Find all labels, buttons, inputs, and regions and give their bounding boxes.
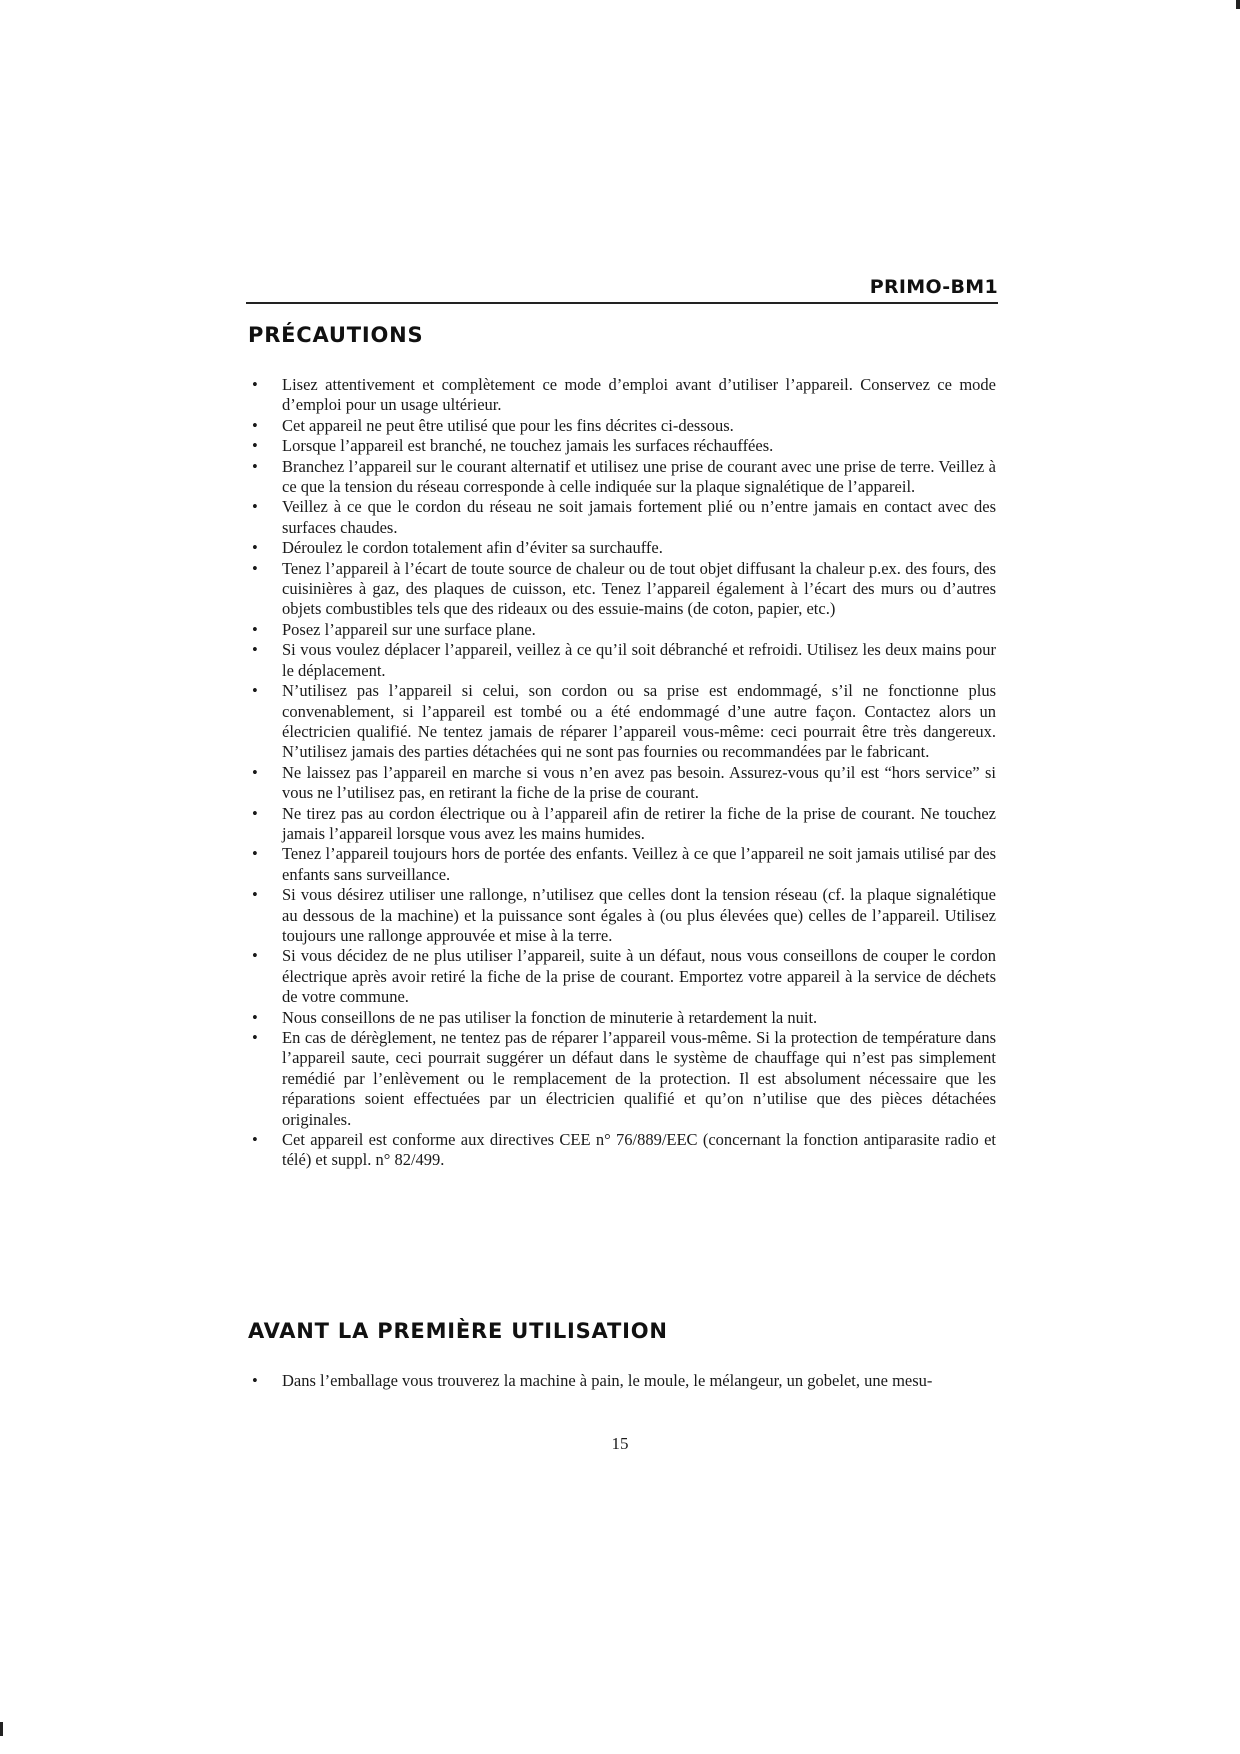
list-item [248,457,996,498]
list-item [248,375,996,416]
list-item-text: Dans l’emballage vous trouverez la machine à pain, le moule, le mélangeur, un gobelet, une mesu- [282,1371,933,1390]
list-item-text: Nous conseillons de ne pas utiliser la fonction de minuterie à retardement la nuit. [282,1007,818,1027]
bullet-icon: • [252,619,258,639]
list-item [248,1008,996,1028]
scan-mark [0,1722,3,1736]
list-item-text: Branchez l’appareil sur le courant alternatif et utilisez une prise de courant avec une prise de terre. Veillez à ce que la tension du réseau corresponde à celle indiquée sur la plaque signalétique de l’appareil. [282,456,996,497]
bullet-icon: • [252,375,258,394]
list-item-text: Ne laissez pas l’appareil en marche si vous n’en avez pas besoin. Assurez-vous qu’il est “hors service” si vous ne l’utilisez pas, en retirant la fiche de la prise de courant. [282,762,996,803]
list-item-text: Posez l’appareil sur une surface plane. [282,619,536,639]
bullet-icon: • [252,885,258,905]
header-rule [246,302,998,304]
bullet-icon: • [252,1007,258,1027]
bullet-icon: • [252,844,258,864]
avant-list [248,1371,996,1391]
list-item [248,436,996,456]
list-item [248,946,996,1007]
bullet-icon: • [252,762,258,782]
list-item-text: Cet appareil ne peut être utilisé que pour les fins décrites ci-dessous. [282,415,734,435]
bullet-icon: • [252,538,258,558]
section-title-avant: AVANT LA PREMIÈRE UTILISATION [248,1319,668,1343]
page-number: 15 [611,1434,629,1453]
scan-mark [1236,0,1240,9]
list-item-text: N’utilisez pas l’appareil si celui, son cordon ou sa prise est endommagé, s’il ne fonctionne plus convenablement, si l’appareil est tombé ou a été endommagé d’une autre façon. Contactez alors un électricien qualifié. Ne tentez jamais de réparer l’appareil vous-même: ceci pourrait être très dangereux. N’utilisez jamais des parties détachées qui ne sont pas fournies ou recommandées par le fabricant. [282,681,996,762]
bullet-icon: • [252,415,258,435]
list-item-text: Tenez l’appareil à l’écart de toute source de chaleur ou de tout objet diffusant la chaleur p.ex. des fours, des cuisinières à gaz, des plaques de cuisson, etc. Tenez l’appareil également à l’écart des murs ou d’autres objets combustibles tels que des rideaux ou des essuie-mains (de coton, papier, etc.) [282,558,996,619]
list-item [248,844,996,885]
section-title-precautions: PRÉCAUTIONS [248,323,424,347]
list-item-text: Tenez l’appareil toujours hors de portée des enfants. Veillez à ce que l’appareil ne soit jamais utilisé par des enfants sans surveillance. [282,844,996,884]
list-item-text: Ne tirez pas au cordon électrique ou à l’appareil afin de retirer la fiche de la prise de courant. Ne touchez jamais l’appareil lorsque vous avez les mains humides. [282,803,996,843]
bullet-icon: • [252,1130,258,1150]
precautions-list [248,375,996,1171]
list-item-text: Si vous décidez de ne plus utiliser l’appareil, suite à un défaut, nous vous conseillons de couper le cordon électrique après avoir retiré la fiche de la prise de courant. Emportez votre appareil à la service de déchets de votre commune. [282,946,996,1007]
list-item-text: Lorsque l’appareil est branché, ne touchez jamais les surfaces réchauffées. [282,436,774,456]
list-item [248,559,996,620]
list-item-text: Déroulez le cordon totalement afin d’éviter sa surchauffe. [282,538,663,558]
list-item-text: Cet appareil est conforme aux directives CEE n° 76/889/EEC (concernant la fonction antiparasite radio et télé) et suppl. n° 82/499. [282,1130,996,1170]
bullet-icon: • [252,640,258,660]
bullet-icon: • [252,1028,258,1047]
list-item [248,1028,996,1130]
model-header: PRIMO-BM1 [869,276,998,298]
list-item-text: En cas de dérèglement, ne tentez pas de réparer l’appareil vous-même. Si la protection de température dans l’appareil saute, ceci pourrait suggérer un défaut dans le système de chauffage qui n’est pas simplement remédié par l’enlèvement ou le remplacement de la protection. Il est absolument nécessaire que les réparations soient effectuées par un électricien qualifié et qu’on n’utilise que des pièces détachées originales. [282,1028,996,1129]
list-item-text: Si vous désirez utiliser une rallonge, n’utilisez que celles dont la tension réseau (cf. la plaque signalétique au dessous de la machine) et la puissance sont égales à (ou plus élevées que) celles de l’appareil. Utilisez toujours une rallonge approuvée et mise à la terre. [282,885,996,945]
list-item [248,804,996,845]
list-item [248,763,996,804]
list-item [248,538,996,558]
list-item [248,640,996,681]
bullet-icon: • [252,497,258,517]
bullet-icon: • [252,681,258,701]
bullet-icon: • [252,946,258,966]
list-item [248,416,996,436]
list-item-text: Veillez à ce que le cordon du réseau ne soit jamais fortement plié ou n’entre jamais en contact avec des surfaces chaudes. [282,497,996,537]
list-item [248,1371,996,1391]
bullet-icon: • [252,1371,258,1390]
list-item [248,681,996,763]
bullet-icon: • [252,558,258,578]
list-item-text: Lisez attentivement et complètement ce mode d’emploi avant d’utiliser l’appareil. Conservez ce mode d’emploi pour un usage ultérieur. [282,375,996,415]
list-item [248,497,996,538]
list-item [248,620,996,640]
list-item [248,1130,996,1171]
list-item [248,885,996,946]
bullet-icon: • [252,803,258,823]
list-item-text: Si vous voulez déplacer l’appareil, veillez à ce qu’il soit débranché et refroidi. Utilisez les deux mains pour le déplacement. [282,640,996,680]
bullet-icon: • [252,456,258,476]
bullet-icon: • [252,436,258,456]
